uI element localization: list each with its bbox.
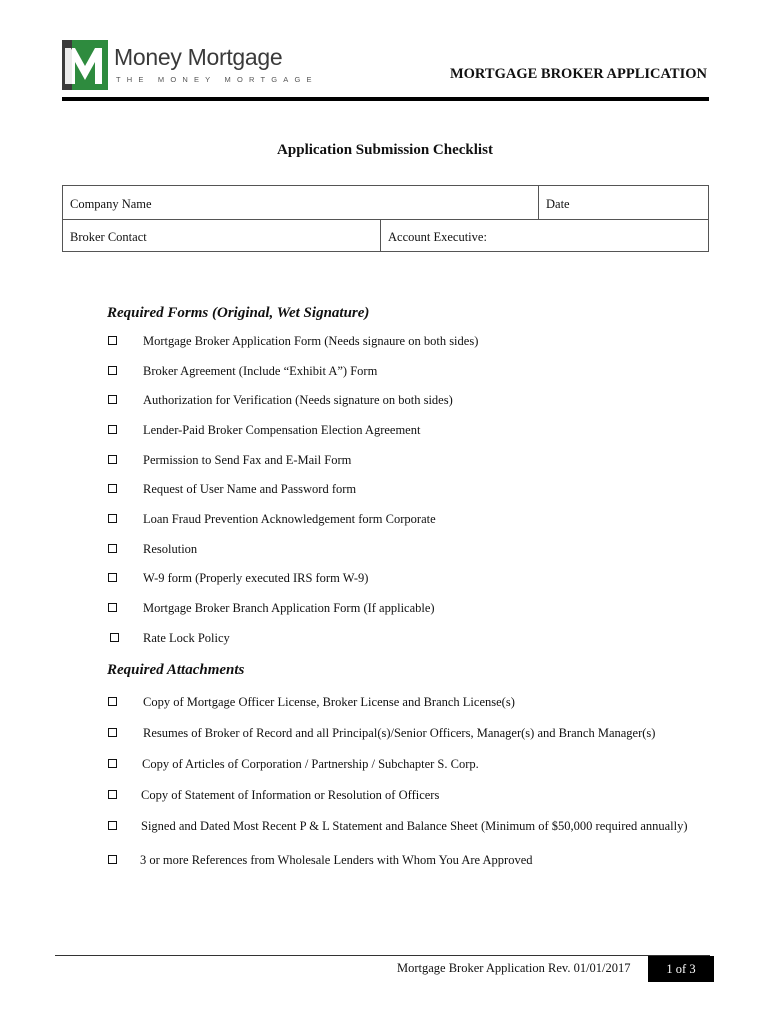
page-number-badge: 1 of 3 [648,956,714,982]
checkbox[interactable] [110,633,119,642]
checkbox[interactable] [108,573,117,582]
checkbox[interactable] [108,603,117,612]
logo-tagline: THE MONEY MORTGAGE [116,75,318,84]
money-mortgage-logo-icon [62,40,108,90]
broker-contact-field[interactable] [63,219,380,252]
logo-name: Money Mortgage [114,44,283,70]
document-title: MORTGAGE BROKER APPLICATION [449,66,707,82]
account-executive-field[interactable] [380,219,708,252]
checkbox[interactable] [108,514,117,523]
checkbox[interactable] [108,855,117,864]
checkbox[interactable] [108,697,117,706]
company-name-label: Company Name [70,197,152,211]
checkbox[interactable] [108,366,117,375]
broker-info-table [62,185,709,252]
revision-note: Mortgage Broker Application Rev. 01/01/2017 [397,961,631,975]
header-divider [62,97,709,101]
checkbox[interactable] [108,455,117,464]
company-logo [62,40,318,90]
required-attachments-title: Required Attachments [107,662,245,678]
required-forms-title: Required Forms (Original, Wet Signature) [107,305,370,321]
checkbox[interactable] [108,790,117,799]
account-executive-label: Account Executive: [388,230,487,244]
checkbox[interactable] [108,544,117,553]
checkbox[interactable] [108,821,117,830]
footer-divider [55,955,710,956]
checkbox[interactable] [108,395,117,404]
info-row-company [63,186,708,220]
date-label: Date [546,197,570,211]
checklist-title: Application Submission Checklist [277,142,493,158]
checkbox[interactable] [108,336,117,345]
info-row-contact [63,219,708,252]
checkbox[interactable] [108,484,117,493]
date-field[interactable] [538,186,708,219]
broker-contact-label: Broker Contact [70,230,147,244]
checkbox[interactable] [108,728,117,737]
company-name-field[interactable] [63,186,538,219]
checkbox[interactable] [108,425,117,434]
checkbox[interactable] [108,759,117,768]
